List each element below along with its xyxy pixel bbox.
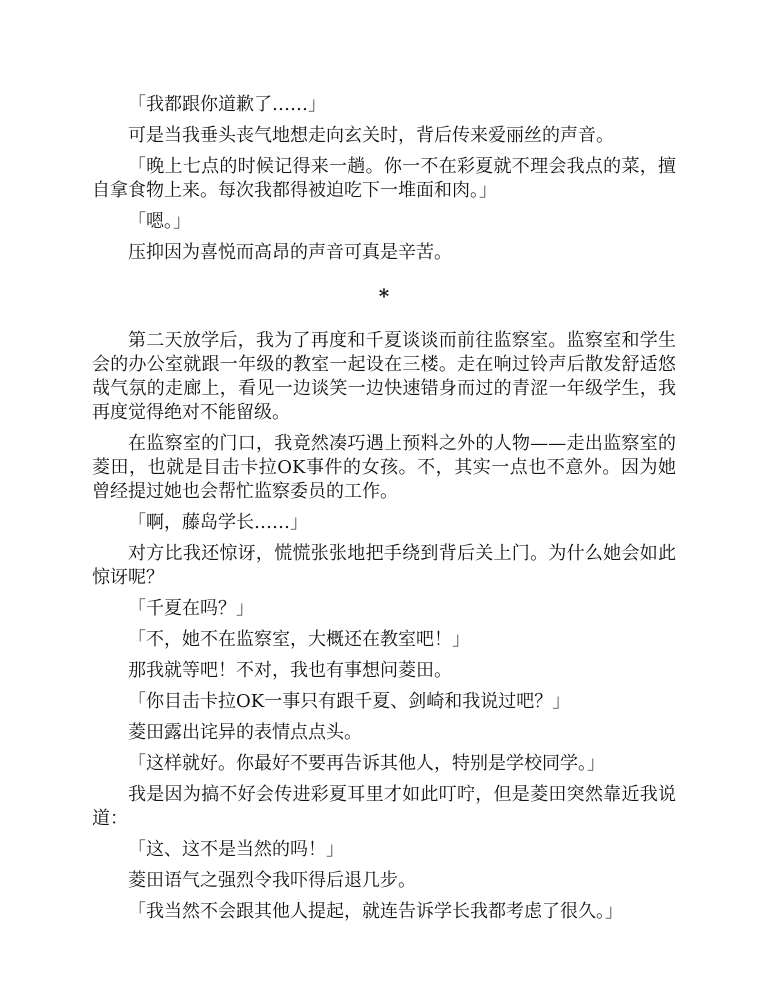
- paragraph: 「不，她不在监察室，大概还在教室吧！」: [128, 629, 470, 650]
- paragraph: 在监察室的门口，我竟然凑巧遇上预料之外的人物——走出监察室的菱田，也就是目击卡拉OK事件的女孩。不，其实一点也不意外。因为她曾经提过她也会帮忙监察委员的工作。: [92, 433, 676, 502]
- document-body: [92, 93, 676, 931]
- paragraph: 「我都跟你道歉了……」: [128, 94, 326, 115]
- paragraph: 我是因为搞不好会传进彩夏耳里才如此叮咛，但是菱田突然靠近我说道：: [92, 784, 676, 829]
- paragraph: 菱田语气之强烈令我吓得后退几步。: [128, 870, 416, 891]
- paragraph: 对方比我还惊讶，慌慌张张地把手绕到背后关上门。为什么她会如此惊讶呢？: [92, 543, 676, 588]
- paragraph: 「我当然不会跟其他人提起，就连告诉学长我都考虑了很久。」: [128, 901, 623, 922]
- paragraph: 第二天放学后，我为了再度和千夏谈谈而前往监察室。监察室和学生会的办公室就跟一年级的教室一起设在三楼。走在响过铃声后散发舒适悠哉气氛的走廊上，看见一边谈笑一边快速错身而过的青涩一年级学生，我再度觉得绝对不能留级。: [92, 330, 676, 423]
- section-break: *: [378, 284, 390, 308]
- paragraph: 那我就等吧！不对，我也有事想问菱田。: [128, 660, 452, 681]
- paragraph: 「这、这不是当然的吗！」: [128, 839, 344, 860]
- paragraph: 「嗯。」: [128, 211, 191, 232]
- paragraph: 「千夏在吗？」: [128, 598, 254, 619]
- paragraph: 「这样就好。你最好不要再告诉其他人，特别是学校同学。」: [128, 753, 605, 774]
- paragraph: 「啊，藤岛学长……」: [128, 512, 308, 533]
- paragraph: 菱田露出诧异的表情点点头。: [128, 722, 362, 743]
- paragraph: 「晚上七点的时候记得来一趟。你一不在彩夏就不理会我点的菜，擅自拿食物上来。每次我都得被迫吃下一堆面和肉。」: [92, 156, 676, 201]
- paragraph: 压抑因为喜悦而高昂的声音可真是辛苦。: [128, 242, 452, 263]
- paragraph: 「你目击卡拉OK一事只有跟千夏、剑崎和我说过吧？」: [128, 691, 571, 712]
- paragraph: 可是当我垂头丧气地想走向玄关时，背后传来爱丽丝的声音。: [128, 125, 614, 146]
